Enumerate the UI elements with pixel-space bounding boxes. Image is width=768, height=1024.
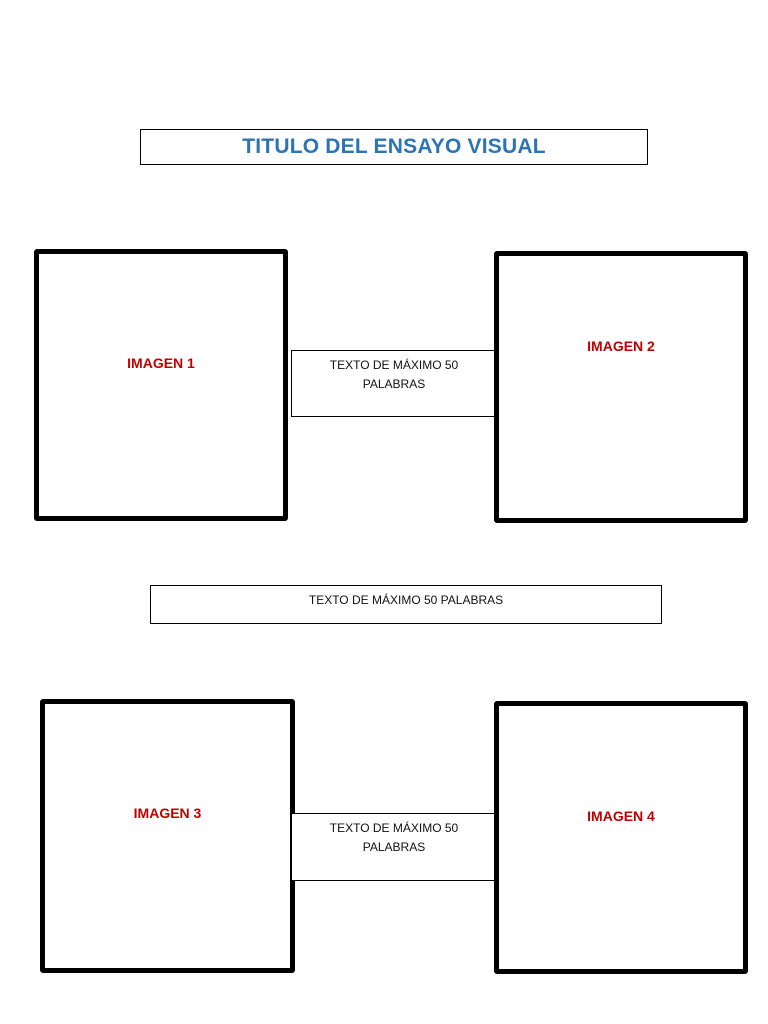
image-label-1: IMAGEN 1 (127, 355, 195, 371)
image-placeholder-2 (494, 251, 748, 523)
page-title: TITULO DEL ENSAYO VISUAL (242, 135, 546, 158)
image-label-2: IMAGEN 2 (587, 338, 655, 354)
text-box-2-line-1: TEXTO DE MÁXIMO 50 PALABRAS (308, 593, 504, 607)
text-box-1-line-1: TEXTO DE MÁXIMO 50 (329, 358, 459, 372)
text-box-3-line-2: PALABRAS (362, 840, 426, 854)
image-placeholder-3 (40, 699, 295, 973)
image-label-4: IMAGEN 4 (587, 808, 655, 824)
text-box-1 (291, 350, 497, 417)
image-placeholder-4 (494, 701, 748, 974)
text-box-2 (150, 585, 662, 624)
text-box-1-line-2: PALABRAS (362, 377, 426, 391)
title-box (140, 129, 648, 165)
text-box-3-line-1: TEXTO DE MÁXIMO 50 (329, 821, 459, 835)
image-label-3: IMAGEN 3 (133, 805, 202, 821)
text-box-3 (291, 813, 497, 881)
image-placeholder-1 (34, 249, 288, 521)
